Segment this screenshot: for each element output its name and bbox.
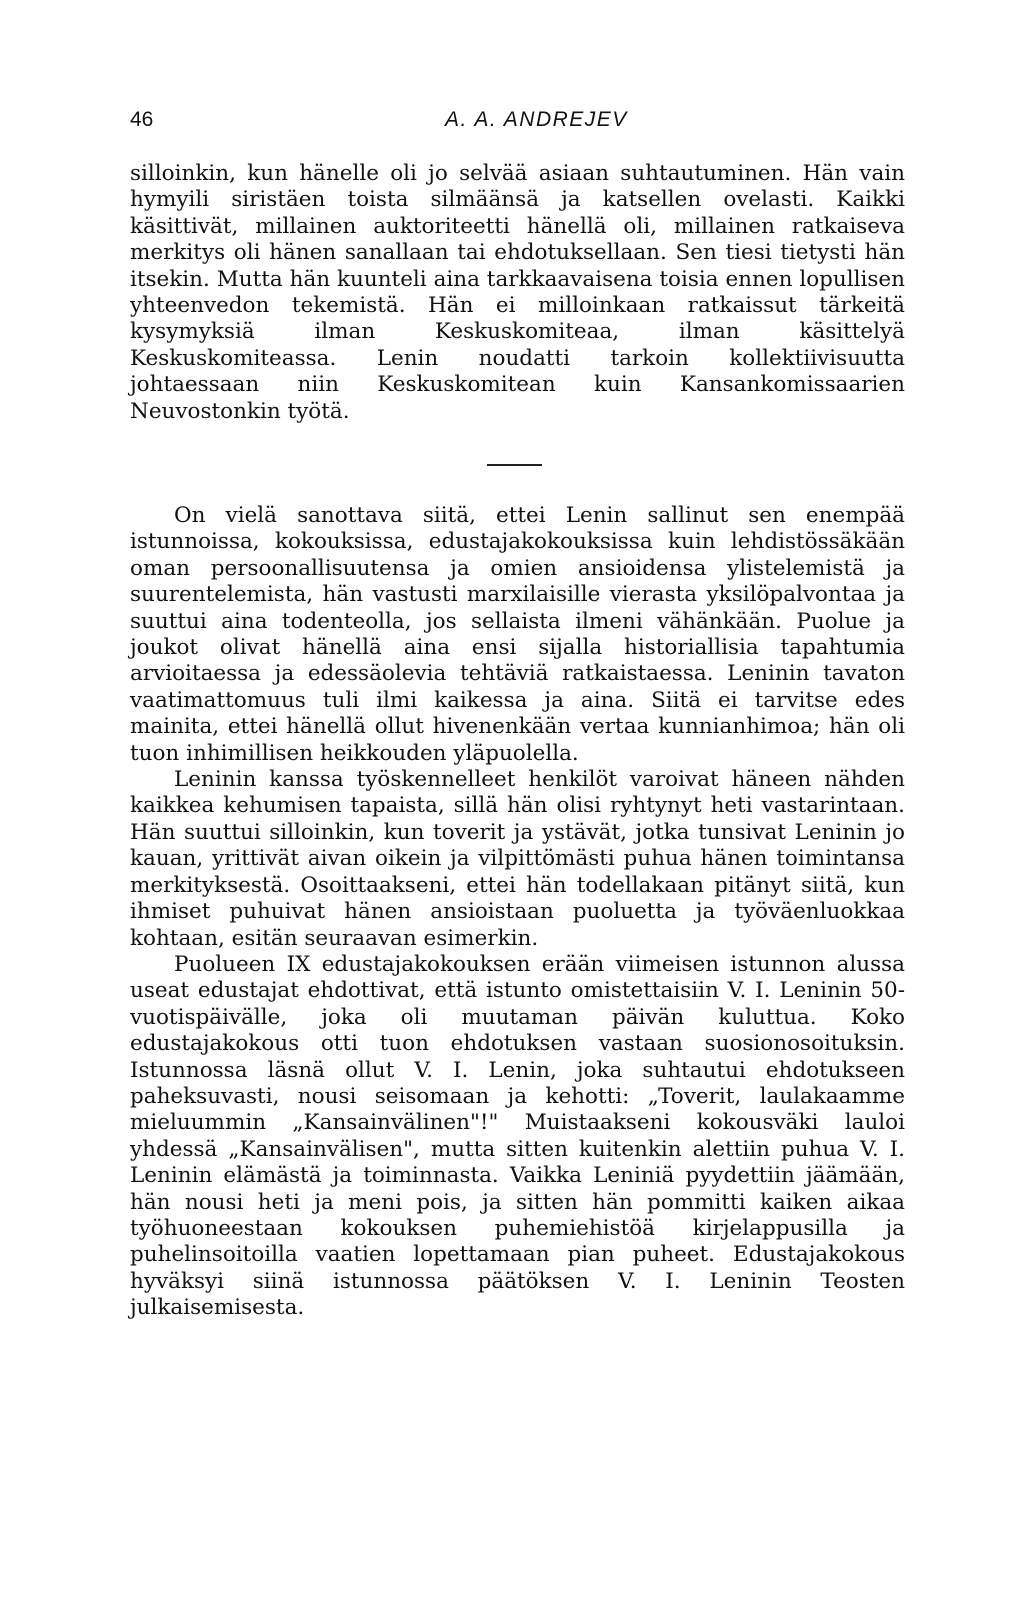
paragraph: On vielä sanottava siitä, ettei Lenin sallinut sen enempää istunnoissa, kokouksissa, edustajakokouksissa kuin lehdistössäkään oman persoonallisuutensa ja omien ansioidensa ylistelemistä ja suurentelemista, hän vastusti marxilaisille vierasta yksilöpalvontaa ja suuttui aina todenteolla, jos sellaista ilmeni vähänkään. Puolue ja joukot olivat hänellä aina ensi sijalla historiallisia tapahtumia arvioitaessa ja edessäolevia tehtäviä ratkaistaessa. Leninin tavaton vaatimattomuus tuli ilmi kaikessa ja aina. Siitä ei tarvitse edes mainita, ettei hänellä ollut hivenenkään vertaa kunnianhimoa; hän oli tuon inhimillisen heikkouden yläpuolella. [130, 503, 905, 766]
page-header [130, 108, 905, 144]
paragraph: Puolueen IX edustajakokouksen erään viimeisen istunnon alussa useat edustajat ehdottivat, että istunto omistettaisiin V. I. Leninin 50-vuotispäivälle, joka oli muutaman päivän kuluttua. Koko edustajakokous otti tuon ehdotuksen vastaan suosionosoituksin. Istunnossa läsnä ollut V. I. Lenin, joka suhtautui ehdotukseen paheksuvasti, nousi seisomaan ja kehotti: „Toverit, laulakaamme mieluummin „Kansainvälinen"!" Muistaakseni kokousväki lauloi yhdessä „Kansainvälisen", mutta sitten kuitenkin alettiin puhua V. I. Leninin elämästä ja toiminnasta. Vaikka Leniniä pyydettiin jäämään, hän nousi heti ja meni pois, ja sitten hän pommitti kaiken aikaa työhuoneestaan kokouksen puhemiehistöä kirjelappusilla ja puhelinsoitoilla vaatien lopettamaan pian puheet. Edustajakokous hyväksyi siinä istunnossa päätöksen V. I. Leninin Teosten julkaisemisesta. [130, 951, 905, 1321]
paragraph: Leninin kanssa työskennelleet henkilöt varoivat häneen nähden kaikkea kehumisen tapaista, sillä hän olisi ryhtynyt heti vastarintaan. Hän suuttui silloinkin, kun toverit ja ystävät, jotka tunsivat Leninin jo kauan, yrittivät aivan oikein ja vilpittömästi puhua hänen toimintansa merkityksestä. Osoittaakseni, ettei hän todellakaan pitänyt siitä, kun ihmiset puhuivat hänen ansioistaan puoluetta ja työväenluokkaa kohtaan, esitän seuraavan esimerkin. [130, 767, 905, 951]
section-divider [487, 464, 542, 466]
text-block-bottom [130, 503, 905, 1322]
running-title: A. A. ANDREJEV [445, 108, 628, 131]
text-block-top [130, 161, 905, 425]
page-number: 46 [130, 108, 154, 131]
paragraph-continuation: silloinkin, kun hänelle oli jo selvää asiaan suhtautuminen. Hän vain hymyili siristäen toista silmäänsä ja katsellen ovelasti. Kaikki käsittivät, millainen auktoriteetti hänellä oli, millainen ratkaiseva merkitys oli hänen sanallaan tai ehdotuksellaan. Sen tiesi tietysti hän itsekin. Mutta hän kuunteli aina tarkkaavaisena toisia ennen lopullisen yhteenvedon tekemistä. Hän ei milloinkaan ratkaissut tärkeitä kysymyksiä ilman Keskuskomiteaa, ilman käsittelyä Keskuskomiteassa. Lenin noudatti tarkoin kollektiivisuutta johtaessaan niin Keskuskomitean kuin Kansankomissaarien Neuvostonkin työtä. [130, 161, 905, 424]
